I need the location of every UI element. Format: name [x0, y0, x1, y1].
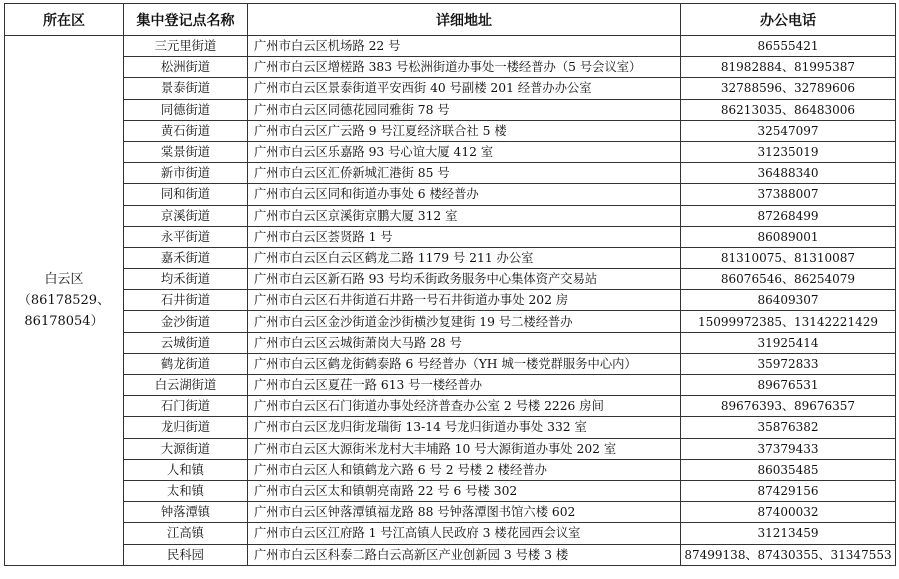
table-row — [5, 523, 896, 544]
phone-cell: 32788596、32789606 — [681, 78, 896, 99]
header-district: 所在区 — [5, 4, 124, 36]
street-cell: 均禾街道 — [124, 269, 248, 290]
street-cell: 新市街道 — [124, 163, 248, 184]
table-row — [5, 353, 896, 374]
phone-cell: 86076546、86254079 — [681, 269, 896, 290]
address-cell: 广州市白云区鹤龙街鹤泰路 6 号经普办（YH 城一楼党群服务中心内） — [248, 353, 681, 374]
table-row — [5, 36, 896, 57]
district-cell — [5, 36, 124, 566]
table-row — [5, 205, 896, 226]
address-cell: 广州市白云区石井街道石井路一号石井街道办事处 202 房 — [248, 290, 681, 311]
header-street: 集中登记点名称 — [124, 4, 248, 36]
street-cell: 嘉禾街道 — [124, 247, 248, 268]
phone-cell: 35972833 — [681, 353, 896, 374]
address-cell: 广州市白云区机场路 22 号 — [248, 36, 681, 57]
table-row — [5, 269, 896, 290]
street-cell: 云城街道 — [124, 332, 248, 353]
phone-cell: 36488340 — [681, 163, 896, 184]
phone-cell: 31235019 — [681, 141, 896, 162]
address-cell: 广州市白云区乐嘉路 93 号心谊大厦 412 室 — [248, 141, 681, 162]
phone-cell: 31213459 — [681, 523, 896, 544]
table-row — [5, 141, 896, 162]
street-cell: 钟落潭镇 — [124, 502, 248, 523]
phone-cell: 15099972385、13142221429 — [681, 311, 896, 332]
address-cell: 广州市白云区京溪街京鹏大厦 312 室 — [248, 205, 681, 226]
phone-cell: 37379433 — [681, 438, 896, 459]
address-cell: 广州市白云区景泰街道平安西街 40 号副楼 201 经普办办公室 — [248, 78, 681, 99]
phone-cell: 35876382 — [681, 417, 896, 438]
address-cell: 广州市白云区科泰二路白云高新区产业创新园 3 号楼 3 楼 — [248, 544, 681, 565]
table-row — [5, 438, 896, 459]
address-cell: 广州市白云区新石路 93 号均禾街政务服务中心集体资产交易站 — [248, 269, 681, 290]
table-body — [5, 36, 896, 566]
street-cell: 鹤龙街道 — [124, 353, 248, 374]
street-cell: 江高镇 — [124, 523, 248, 544]
street-cell: 京溪街道 — [124, 205, 248, 226]
table-row — [5, 375, 896, 396]
phone-cell: 86035485 — [681, 459, 896, 480]
street-cell: 松洲街道 — [124, 57, 248, 78]
table-row — [5, 311, 896, 332]
street-cell: 棠景街道 — [124, 141, 248, 162]
street-cell: 大源街道 — [124, 438, 248, 459]
address-cell: 广州市白云区云城街萧岗大马路 28 号 — [248, 332, 681, 353]
street-cell: 同德街道 — [124, 99, 248, 120]
table-row — [5, 544, 896, 565]
street-cell: 黄石街道 — [124, 120, 248, 141]
street-cell: 人和镇 — [124, 459, 248, 480]
registration-table — [4, 3, 896, 566]
street-cell: 永平街道 — [124, 226, 248, 247]
table-row — [5, 57, 896, 78]
address-cell: 广州市白云区白云区鹤龙二路 1179 号 211 办公室 — [248, 247, 681, 268]
address-cell: 广州市白云区增槎路 383 号松洲街道办事处一楼经普办（5 号会议室） — [248, 57, 681, 78]
phone-cell: 37388007 — [681, 184, 896, 205]
address-cell: 广州市白云区钟落潭镇福龙路 88 号钟落潭图书馆六楼 602 — [248, 502, 681, 523]
table-row — [5, 78, 896, 99]
table-row — [5, 120, 896, 141]
phone-cell: 87400032 — [681, 502, 896, 523]
table-row — [5, 417, 896, 438]
address-cell: 广州市白云区广云路 9 号江夏经济联合社 5 楼 — [248, 120, 681, 141]
phone-cell: 87268499 — [681, 205, 896, 226]
phone-cell: 81982884、81995387 — [681, 57, 896, 78]
table-row — [5, 480, 896, 501]
table-row — [5, 396, 896, 417]
address-cell: 广州市白云区荟贤路 1 号 — [248, 226, 681, 247]
table-row — [5, 226, 896, 247]
phone-cell: 89676531 — [681, 375, 896, 396]
address-cell: 广州市白云区大源街米龙村大丰埔路 10 号大源街道办事处 202 室 — [248, 438, 681, 459]
address-cell: 广州市白云区汇侨新城汇港街 85 号 — [248, 163, 681, 184]
table-header-row — [5, 4, 896, 36]
address-cell: 广州市白云区江府路 1 号江高镇人民政府 3 楼花园西会议室 — [248, 523, 681, 544]
street-cell: 三元里街道 — [124, 36, 248, 57]
table-row — [5, 332, 896, 353]
street-cell: 白云湖街道 — [124, 375, 248, 396]
street-cell: 太和镇 — [124, 480, 248, 501]
phone-cell: 86409307 — [681, 290, 896, 311]
table-row — [5, 290, 896, 311]
table-row — [5, 459, 896, 480]
street-cell: 民科园 — [124, 544, 248, 565]
header-phone: 办公电话 — [681, 4, 896, 36]
address-cell: 广州市白云区同和街道办事处 6 楼经普办 — [248, 184, 681, 205]
address-cell: 广州市白云区金沙街道金沙街横沙复建街 19 号二楼经普办 — [248, 311, 681, 332]
table-row — [5, 184, 896, 205]
phone-cell: 87429156 — [681, 480, 896, 501]
address-cell: 广州市白云区人和镇鹤龙六路 6 号 2 号楼 2 楼经普办 — [248, 459, 681, 480]
phone-cell: 89676393、89676357 — [681, 396, 896, 417]
street-cell: 同和街道 — [124, 184, 248, 205]
address-cell: 广州市白云区石门街道办事处经济普查办公室 2 号楼 2226 房间 — [248, 396, 681, 417]
address-cell: 广州市白云区太和镇朝亮南路 22 号 6 号楼 302 — [248, 480, 681, 501]
street-cell: 龙归街道 — [124, 417, 248, 438]
table-row — [5, 99, 896, 120]
table-row — [5, 502, 896, 523]
phone-cell: 32547097 — [681, 120, 896, 141]
street-cell: 景泰街道 — [124, 78, 248, 99]
district-name: 白云区 — [44, 271, 84, 287]
table-row — [5, 163, 896, 184]
phone-cell: 86555421 — [681, 36, 896, 57]
address-cell: 广州市白云区同德花园同雅街 78 号 — [248, 99, 681, 120]
street-cell: 金沙街道 — [124, 311, 248, 332]
phone-cell: 86089001 — [681, 226, 896, 247]
district-phone: （86178529、86178054） — [17, 292, 111, 329]
phone-cell: 87499138、87430355、31347553 — [681, 544, 896, 565]
phone-cell: 81310075、81310087 — [681, 247, 896, 268]
phone-cell: 86213035、86483006 — [681, 99, 896, 120]
table-row — [5, 247, 896, 268]
registration-table-wrapper — [4, 3, 896, 566]
header-address: 详细地址 — [248, 4, 681, 36]
street-cell: 石门街道 — [124, 396, 248, 417]
address-cell: 广州市白云区龙归街龙瑞街 13-14 号龙归街道办事处 332 室 — [248, 417, 681, 438]
address-cell: 广州市白云区夏茌一路 613 号一楼经普办 — [248, 375, 681, 396]
phone-cell: 31925414 — [681, 332, 896, 353]
street-cell: 石井街道 — [124, 290, 248, 311]
